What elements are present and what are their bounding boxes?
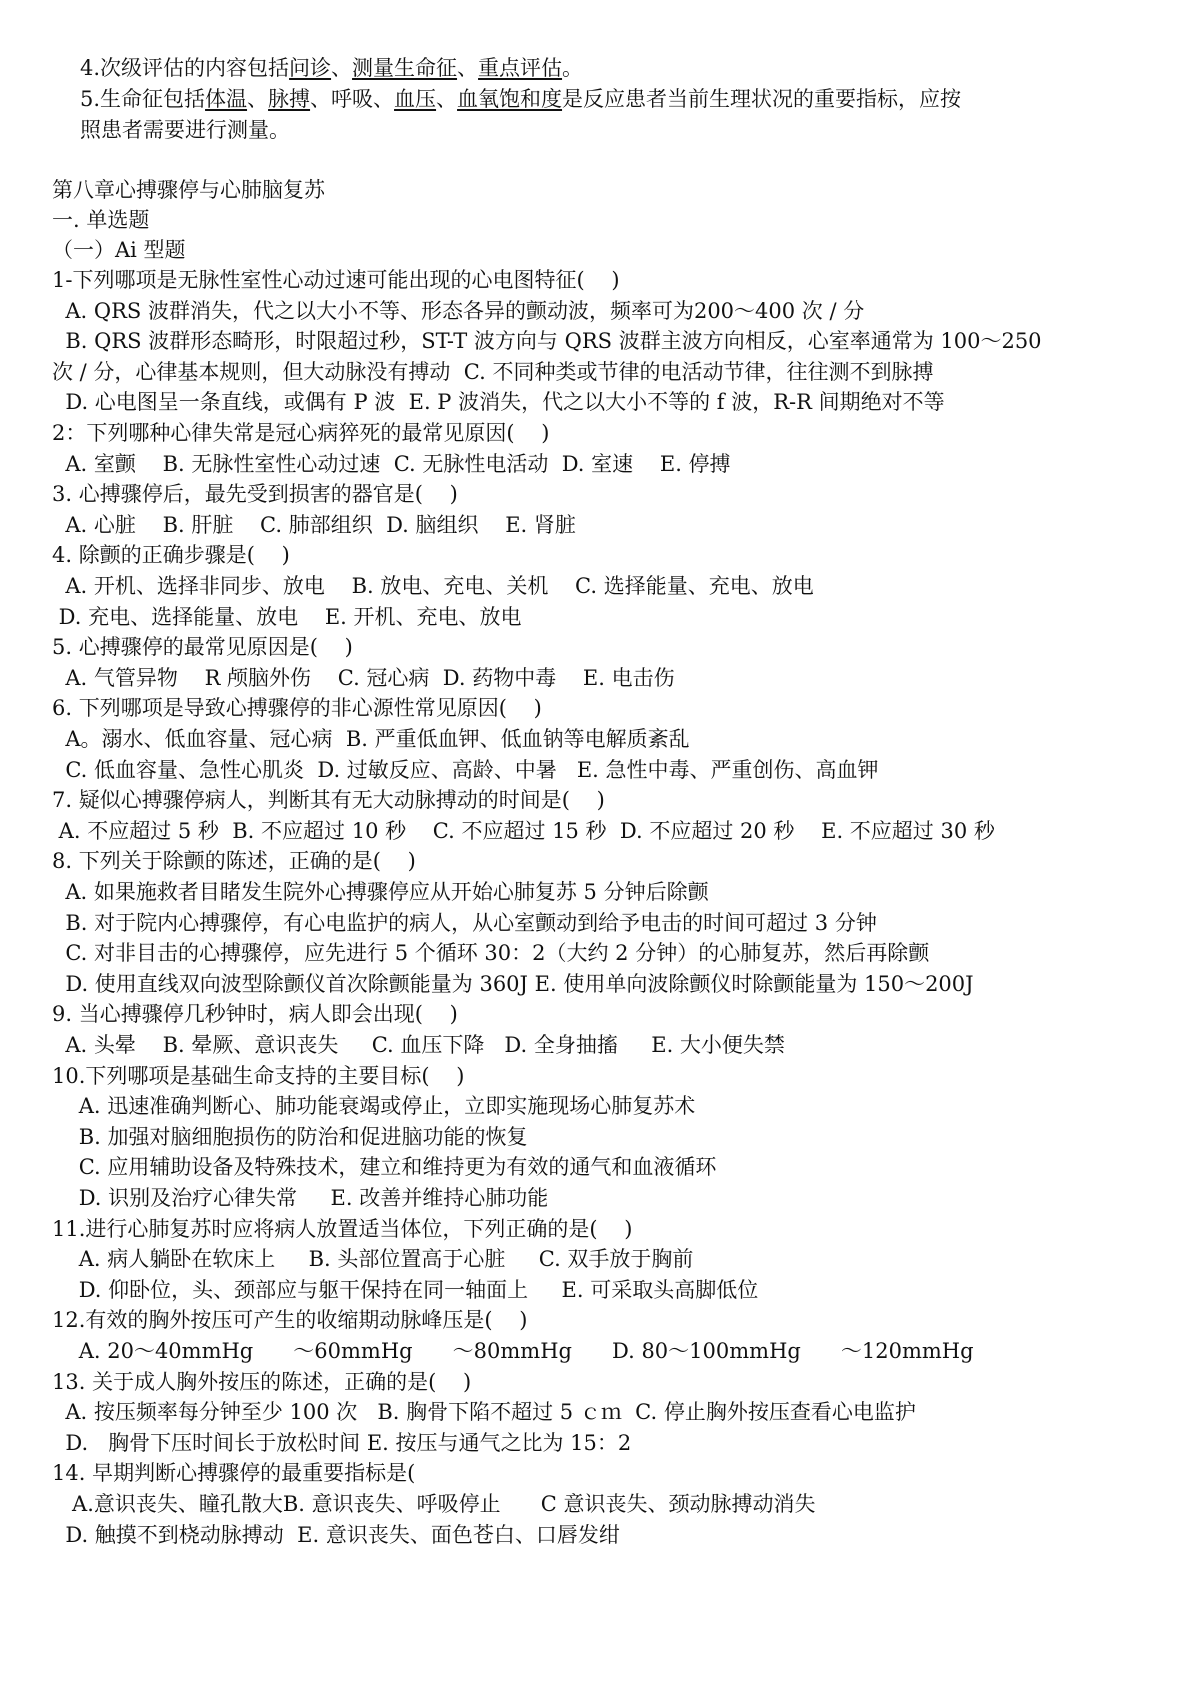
question-line: A. 病人躺卧在软床上 B. 头部位置高于心脏 C. 双手放于胸前 <box>52 1247 694 1271</box>
question-line: C. 应用辅助设备及特殊技术，建立和维持更为有效的通气和血液循环 <box>52 1155 717 1179</box>
intro-item-5 <box>80 83 961 115</box>
question-line: A。溺水、低血容量、冠心病 B. 严重低血钾、低血钠等电解质紊乱 <box>52 727 690 751</box>
question-line: D. 心电图呈一条直线，或偶有 P 波 E. P 波消失，代之以大小不等的 f 波，R-R 间期绝对不等 <box>52 390 945 414</box>
item5-suffix: 是反应患者当前生理状况的重要指标，应按 <box>562 87 962 111</box>
question-line: 2：下列哪种心律失常是冠心病猝死的最常见原因( ) <box>52 421 550 445</box>
question-line: 8. 下列关于除颤的陈述，正确的是( ) <box>52 849 416 873</box>
item5-separator-3: 、 <box>436 87 458 111</box>
question-line: B. 加强对脑细胞损伤的防治和促进脑功能的恢复 <box>52 1125 528 1149</box>
chapter-title: 第八章心搏骤停与心肺脑复苏 <box>52 178 325 202</box>
question-line: A. 不应超过 5 秒 B. 不应超过 10 秒 C. 不应超过 15 秒 D. 不应超过 20 秒 E. 不应超过 30 秒 <box>52 819 995 843</box>
question-line: 次 / 分，心律基本规则，但大动脉没有搏动 C. 不同种类或节律的电活动节律，往往测不到脉搏 <box>52 360 934 384</box>
question-line: 4. 除颤的正确步骤是( ) <box>52 543 290 567</box>
question-line: A. 心脏 B. 肝脏 C. 肺部组织 D. 脑组织 E. 肾脏 <box>52 513 576 537</box>
question-line: 5. 心搏骤停的最常见原因是( ) <box>52 635 353 659</box>
item4-prefix: 4.次级评估的内容包括 <box>80 56 290 80</box>
question-line: A. 开机、选择非同步、放电 B. 放电、充电、关机 C. 选择能量、充电、放电 <box>52 574 814 598</box>
question-line: A. 室颤 B. 无脉性室性心动过速 C. 无脉性电活动 D. 室速 E. 停搏 <box>52 452 731 476</box>
item5-separator-1: 、 <box>247 87 269 111</box>
item5-middle: 、呼吸、 <box>310 87 395 111</box>
item4-underlined-1: 问诊 <box>289 56 332 80</box>
question-line: 13. 关于成人胸外按压的陈述，正确的是( ) <box>52 1370 472 1394</box>
item5-underlined-3: 血压 <box>394 87 437 111</box>
item4-separator-2: 、 <box>457 56 479 80</box>
item5-prefix: 5.生命征包括 <box>80 87 206 111</box>
question-line: D. 充电、选择能量、放电 E. 开机、充电、放电 <box>52 605 522 629</box>
question-line: C. 低血容量、急性心肌炎 D. 过敏反应、高龄、中暑 E. 急性中毒、严重创伤、高血钾 <box>52 758 879 782</box>
question-line: A. 按压频率每分钟至少 100 次 B. 胸骨下陷不超过 5 ｃｍ C. 停止胸外按压查看心电监护 <box>52 1400 916 1424</box>
question-line: A. 头晕 B. 晕厥、意识丧失 C. 血压下降 D. 全身抽搐 E. 大小便失禁 <box>52 1033 785 1057</box>
question-line: A. 气管异物 R 颅脑外伤 C. 冠心病 D. 药物中毒 E. 电击伤 <box>52 666 675 690</box>
question-line: C. 对非目击的心搏骤停，应先进行 5 个循环 30：2（大约 2 分钟）的心肺复苏，然后再除颤 <box>52 941 930 965</box>
question-line: B. 对于院内心搏骤停，有心电监护的病人，从心室颤动到给予电击的时间可超过 3 分钟 <box>52 911 877 935</box>
subsection-heading: （一）Ai 型题 <box>52 238 186 262</box>
question-line: 14. 早期判断心搏骤停的最重要指标是( <box>52 1461 416 1485</box>
question-line: 10.下列哪项是基础生命支持的主要目标( ) <box>52 1064 465 1088</box>
question-line: 1-下列哪项是无脉性室性心动过速可能出现的心电图特征( ) <box>52 268 620 292</box>
question-line: 9. 当心搏骤停几秒钟时，病人即会出现( ) <box>52 1002 458 1026</box>
question-line: 7. 疑似心搏骤停病人，判断其有无大动脉搏动的时间是( ) <box>52 788 605 812</box>
question-line: D. 使用直线双向波型除颤仪首次除颤能量为 360J E. 使用单向波除颤仪时除颤能量为 150～200J <box>52 972 974 996</box>
intro-item-4 <box>80 52 583 84</box>
item5-underlined-1: 体温 <box>205 87 248 111</box>
section-heading: 一. 单选题 <box>52 208 150 232</box>
question-line: A. 迅速准确判断心、肺功能衰竭或停止，立即实施现场心肺复苏术 <box>52 1094 696 1118</box>
question-line: D. 胸骨下压时间长于放松时间 E. 按压与通气之比为 15：2 <box>52 1431 632 1455</box>
question-line: A.意识丧失、瞳孔散大B. 意识丧失、呼吸停止 C 意识丧失、颈动脉搏动消失 <box>52 1492 816 1516</box>
question-line: D. 仰卧位，头、颈部应与躯干保持在同一轴面上 E. 可采取头高脚低位 <box>52 1278 759 1302</box>
question-line: 3. 心搏骤停后，最先受到损害的器官是( ) <box>52 482 458 506</box>
question-line: B. QRS 波群形态畸形，时限超过秒，ST-T 波方向与 QRS 波群主波方向相反，心室率通常为 100～250 <box>52 329 1042 353</box>
item4-underlined-3: 重点评估 <box>478 56 563 80</box>
item5-underlined-2: 脉搏 <box>268 87 311 111</box>
question-line: 12.有效的胸外按压可产生的收缩期动脉峰压是( ) <box>52 1308 528 1332</box>
item4-suffix: 。 <box>562 56 584 80</box>
item4-underlined-2: 测量生命征 <box>352 56 458 80</box>
intro-item-5-continuation: 照患者需要进行测量。 <box>80 118 290 142</box>
question-line: A. 如果施救者目睹发生院外心搏骤停应从开始心肺复苏 5 分钟后除颤 <box>52 880 709 904</box>
question-line: A. 20～40mmHg ～60mmHg ～80mmHg D. 80～100mmHg ～120mmHg <box>52 1339 974 1363</box>
item4-separator-1: 、 <box>331 56 353 80</box>
question-line: A. QRS 波群消失，代之以大小不等、形态各异的颤动波，频率可为200～400 次 / 分 <box>52 299 865 323</box>
question-line: D. 触摸不到桡动脉搏动 E. 意识丧失、面色苍白、口唇发绀 <box>52 1523 620 1547</box>
item5-underlined-4: 血氧饱和度 <box>457 87 563 111</box>
question-line: 11.进行心肺复苏时应将病人放置适当体位，下列正确的是( ) <box>52 1217 633 1241</box>
question-line: D. 识别及治疗心律失常 E. 改善并维持心肺功能 <box>52 1186 549 1210</box>
question-line: 6. 下列哪项是导致心搏骤停的非心源性常见原因( ) <box>52 696 542 720</box>
